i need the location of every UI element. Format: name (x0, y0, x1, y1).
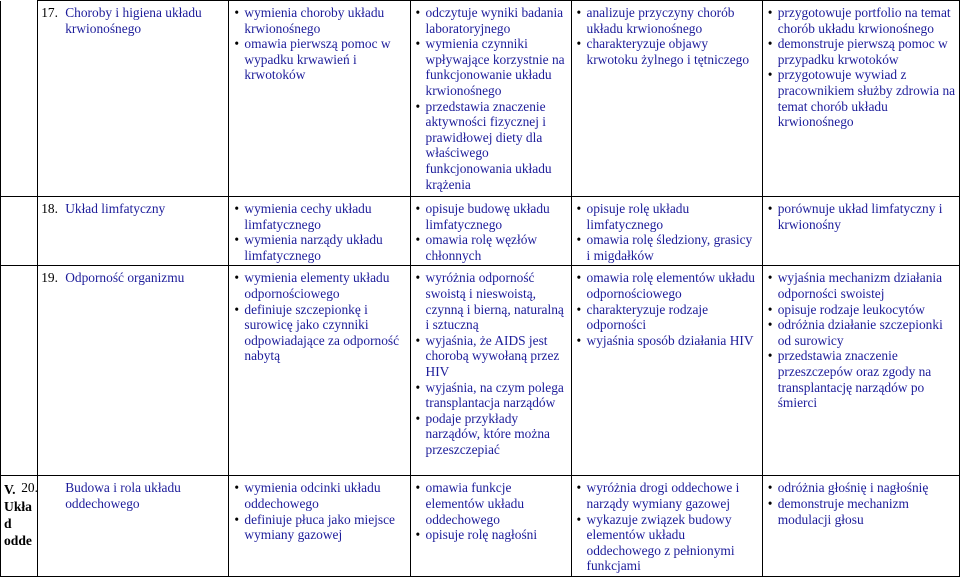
requirements-extended-cell (410, 476, 571, 577)
topic-cell (38, 1, 229, 197)
list-item: • definiuje szczepionkę i surowicę jako czynniki odpowiadające za odporność nabytą (232, 302, 406, 364)
list-item: • wykazuje związek budowy elementów układu oddechowego z pełnionymi funkcjami (575, 512, 759, 574)
list-item: • definiuje płuca jako miejsce wymiany gazowej (232, 512, 406, 543)
requirements-basic-cell (229, 476, 410, 577)
list-item: • opisuje rolę układu limfatycznego (575, 201, 759, 232)
list-item: • wymienia narządy układu limfatycznego (232, 232, 406, 263)
lesson-number: 18. (41, 201, 58, 216)
topic-cell (21, 476, 229, 577)
list-item: • omawia rolę węzłów chłonnych (414, 232, 568, 263)
lesson-topic: Odporność organizmu (65, 270, 185, 286)
list-item: • opisuje budowę układu limfatycznego (414, 201, 568, 232)
requirements-advanced-cell (571, 266, 762, 476)
list-item: • wyjaśnia, na czym polega transplantacja narządów (414, 380, 568, 411)
requirements-excellent-cell (762, 1, 959, 197)
section-label-line: V. (4, 482, 16, 498)
list-item: • omawia rolę śledziony, grasicy i migdałków (575, 232, 759, 263)
list-item: • przedstawia znaczenie przeszczepów oraz zgody na transplantację narządów po śmierci (766, 348, 956, 410)
list-item: • odróżnia działanie szczepionki od surowicy (766, 317, 956, 348)
list-item: • przygotowuje wywiad z pracownikiem służby zdrowia na temat chorób układu krwionośnego (766, 67, 956, 129)
list-item: • wymienia choroby układu krwionośnego (232, 5, 406, 36)
requirements-advanced-cell (571, 1, 762, 197)
section-cell (1, 266, 38, 476)
topic-cell (38, 197, 229, 266)
requirements-advanced-cell (571, 476, 762, 577)
list-item: • opisuje rolę nagłośni (414, 527, 568, 543)
list-item: • charakteryzuje rodzaje odporności (575, 302, 759, 333)
list-item: • demonstruje mechanizm modulacji głosu (766, 496, 956, 527)
list-item: • omawia pierwszą pomoc w wypadku krwawień i krwotoków (232, 36, 406, 83)
requirements-extended-cell (410, 197, 571, 266)
topic-cell (38, 266, 229, 476)
list-item: • wyjaśnia, że AIDS jest chorobą wywołaną przez HIV (414, 333, 568, 380)
requirements-excellent-cell (762, 476, 959, 577)
lesson-topic: Choroby i higiena układu krwionośnego (65, 5, 202, 36)
list-item: • wyróżnia drogi oddechowe i narządy wymiany gazowej (575, 480, 759, 511)
section-cell (1, 197, 38, 266)
requirements-excellent-cell (762, 197, 959, 266)
requirements-basic-cell (229, 1, 410, 197)
list-item: • wyjaśnia sposób działania HIV (575, 333, 759, 349)
lesson-number: 19. (41, 270, 58, 286)
list-item: • wymienia odcinki układu oddechowego (232, 480, 406, 511)
table-row (1, 476, 960, 577)
list-item: • odczytuje wyniki badania laboratoryjnego (414, 5, 568, 36)
list-item: • omawia funkcje elementów układu oddechowego (414, 480, 568, 527)
requirements-extended-cell (410, 266, 571, 476)
list-item: • analizuje przyczyny chorób układu krwionośnego (575, 5, 759, 36)
lesson-topic: Układ limfatyczny (65, 201, 166, 216)
requirements-advanced-cell (571, 197, 762, 266)
table-row (1, 1, 960, 197)
list-item: • wymienia elementy układu odpornościowego (232, 270, 406, 301)
list-item: • wymienia czynniki wpływające korzystnie na funkcjonowanie układu krwionośnego (414, 36, 568, 98)
list-item: • przygotowuje portfolio na temat chorób układu krwionośnego (766, 5, 956, 36)
list-item: • demonstruje pierwszą pomoc w przypadku krwotoków (766, 36, 956, 67)
list-item: • przedstawia znaczenie aktywności fizycznej i prawidłowej diety dla właściwego funkcjonowania układu krążenia (414, 99, 568, 193)
section-label-line: d (4, 516, 12, 532)
table-row (1, 197, 960, 266)
list-item: • wyjaśnia mechanizm działania odporności swoistej (766, 270, 956, 301)
lesson-number: 17. (41, 5, 58, 20)
list-item: • wymienia cechy układu limfatycznego (232, 201, 406, 232)
list-item: • omawia rolę elementów układu odpornościowego (575, 270, 759, 301)
list-item: • opisuje rodzaje leukocytów (766, 302, 956, 318)
section-cell (1, 1, 38, 197)
requirements-extended-cell (410, 1, 571, 197)
list-item: • charakteryzuje objawy krwotoku żylnego i tętniczego (575, 36, 759, 67)
list-item: • wyróżnia odporność swoistą i nieswoistą, czynną i bierną, naturalną i sztuczną (414, 270, 568, 332)
lesson-topic: Budowa i rola układu oddechowego (65, 480, 181, 511)
requirements-basic-cell (229, 266, 410, 476)
list-item: • odróżnia głośnię i nagłośnię (766, 480, 956, 496)
list-item: • podaje przykłady narządów, które można przeszczepiać (414, 411, 568, 458)
table-row (1, 266, 960, 476)
lesson-number: 20. (21, 480, 38, 496)
list-item: • porównuje układ limfatyczny i krwionośny (766, 201, 956, 232)
section-label-line: odde (4, 533, 32, 549)
section-label-line: Ukła (4, 499, 32, 515)
requirements-basic-cell (229, 197, 410, 266)
requirements-excellent-cell (762, 266, 959, 476)
